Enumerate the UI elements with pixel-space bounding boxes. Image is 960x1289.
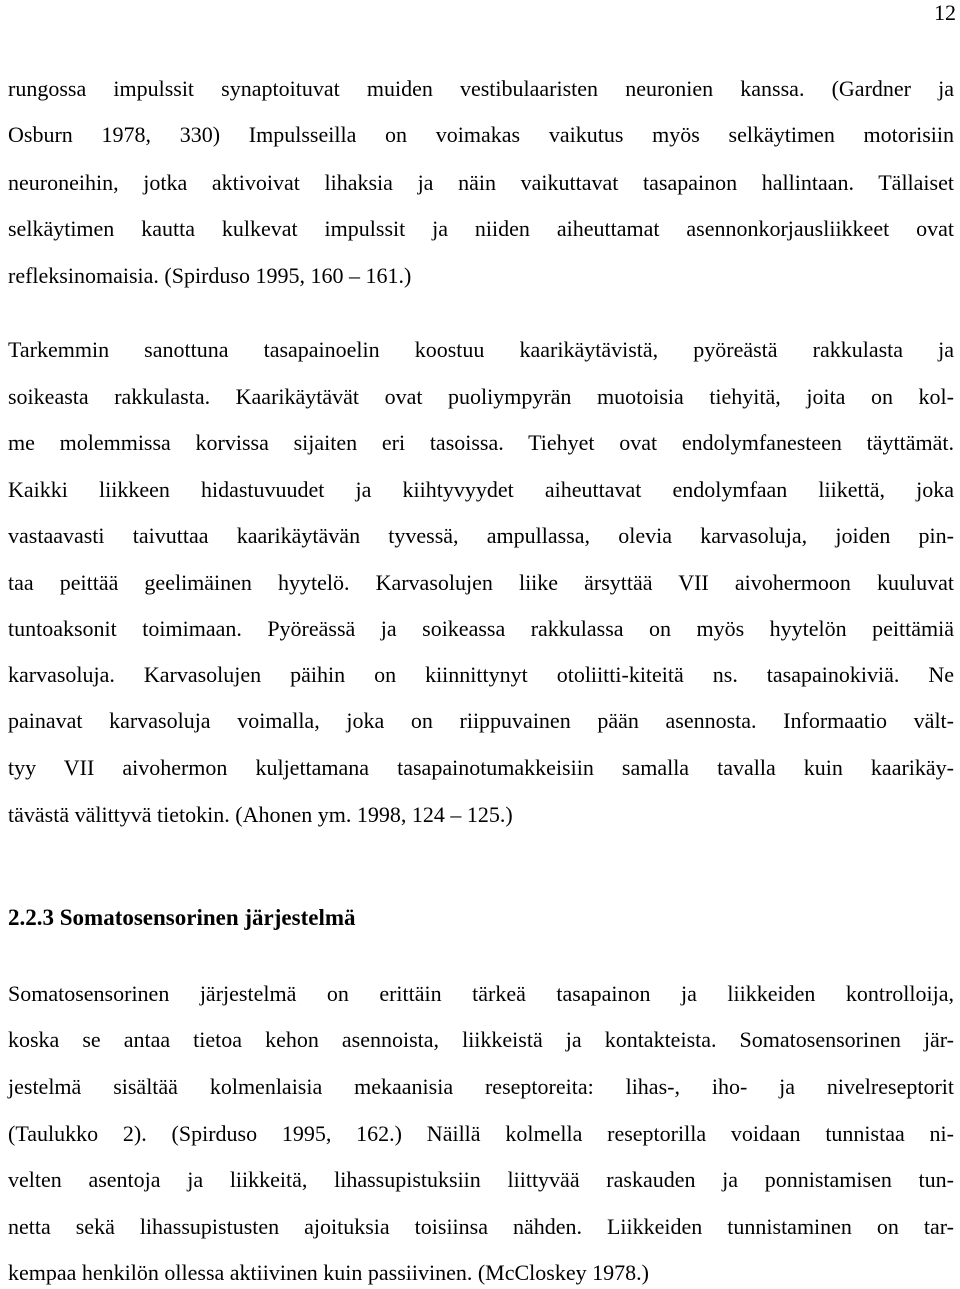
paragraph-line: vastaavasti taivuttaa kaarikäytävän tyvessä, ampullassa, olevia karvasoluja, joiden pin-: [8, 523, 954, 548]
page-number: 12: [934, 0, 956, 25]
paragraph-line: Tarkemmin sanottuna tasapainoelin koostuu kaarikäytävistä, pyöreästä rakkulasta ja: [8, 337, 954, 362]
paragraph-line: neuroneihin, jotka aktivoivat lihaksia ja näin vaikuttavat tasapainon hallintaan. Tällaiset: [8, 170, 954, 195]
paragraph-line: rungossa impulssit synaptoituvat muiden vestibulaaristen neuronien kanssa. (Gardner ja: [8, 76, 954, 101]
section-heading: 2.2.3 Somatosensorinen järjestelmä: [8, 905, 356, 930]
paragraph-line: me molemmissa korvissa sijaiten eri tasoissa. Tiehyet ovat endolymfanesteen täyttämät.: [8, 430, 954, 455]
paragraph-line: refleksinomaisia. (Spirduso 1995, 160 – 161.): [8, 263, 412, 288]
paragraph-line: tuntoaksonit toimimaan. Pyöreässä ja soikeassa rakkulassa on myös hyytelön peittämiä: [8, 616, 954, 641]
paragraph-line: Kaikki liikkeen hidastuvuudet ja kiihtyvyydet aiheuttavat endolymfaan liikettä, joka: [8, 477, 954, 502]
paragraph-line: (Taulukko 2). (Spirduso 1995, 162.) Näillä kolmella reseptorilla voidaan tunnistaa ni-: [8, 1121, 954, 1146]
paragraph-line: Somatosensorinen järjestelmä on erittäin tärkeä tasapainon ja liikkeiden kontrolloija,: [8, 981, 954, 1006]
paragraph-line: selkäytimen kautta kulkevat impulssit ja niiden aiheuttamat asennonkorjausliikkeet ovat: [8, 216, 954, 241]
paragraph-line: velten asentoja ja liikkeitä, lihassupistuksiin liittyvää raskauden ja ponnistamisen tun-: [8, 1167, 954, 1192]
paragraph-line: netta sekä lihassupistusten ajoituksia toisiinsa nähden. Liikkeiden tunnistaminen on tar-: [8, 1214, 954, 1239]
paragraph-line: painavat karvasoluja voimalla, joka on riippuvainen pään asennosta. Informaatio vält-: [8, 708, 954, 733]
paragraph-line: tyy VII aivohermon kuljettamana tasapainotumakkeisiin samalla tavalla kuin kaarikäy-: [8, 755, 954, 780]
paragraph-line: kempaa henkilön ollessa aktiivinen kuin passiivinen. (McCloskey 1978.): [8, 1260, 649, 1285]
paragraph-line: Osburn 1978, 330) Impulsseilla on voimakas vaikutus myös selkäytimen motorisiin: [8, 122, 954, 147]
paragraph-line: tävästä välittyvä tietokin. (Ahonen ym. 1998, 124 – 125.): [8, 802, 513, 827]
paragraph-line: koska se antaa tietoa kehon asennoista, liikkeistä ja kontakteista. Somatosensorinen jär-: [8, 1027, 954, 1052]
paragraph-line: jestelmä sisältää kolmenlaisia mekaanisia reseptoreita: lihas-, iho- ja nivelreseptorit: [8, 1074, 954, 1099]
paragraph-line: karvasoluja. Karvasolujen päihin on kiinnittynyt otoliitti-kiteitä ns. tasapainokiviä. Ne: [8, 662, 954, 687]
paragraph-line: taa peittää geelimäinen hyytelö. Karvasolujen liike ärsyttää VII aivohermoon kuuluvat: [8, 570, 954, 595]
paragraph-line: soikeasta rakkulasta. Kaarikäytävät ovat puoliympyrän muotoisia tiehyitä, joita on kol-: [8, 384, 954, 409]
